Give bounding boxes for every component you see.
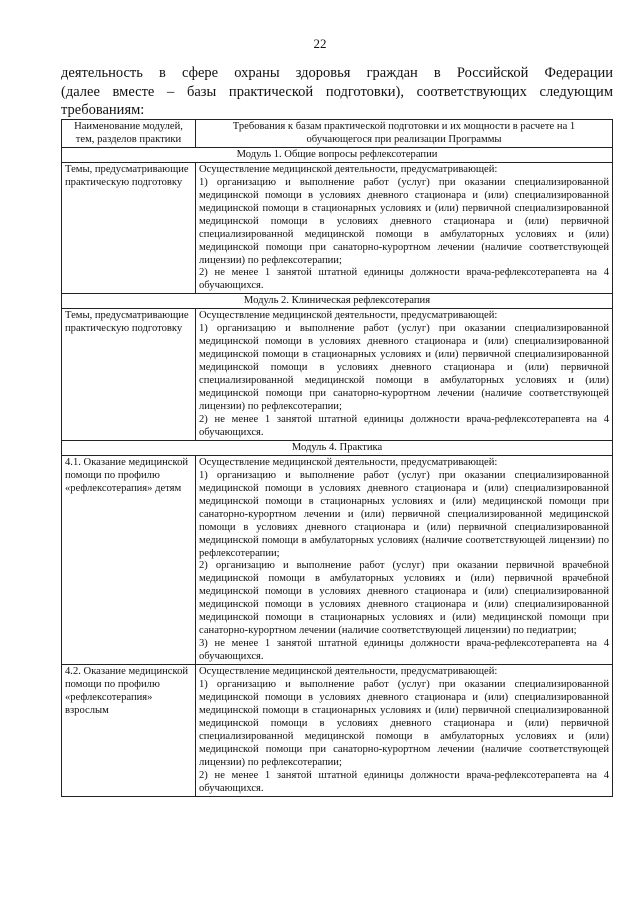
requirement-paragraph: 2) организацию и выполнение работ (услуг) при оказании первичной врачебной медицинской помощи в амбулаторных условиях и (или) первичной врачебной медицинской помощи в условиях дневного стационара и (или) специализированной медицинской помощи в условиях дневного стационара и (или) специализированной медицинской помощи в стационарных условиях и (или) медицинской помощи при санаторно-курортном лечении (наличие соответствующей лицензии) по педиатрии; [199, 560, 609, 637]
requirements-table [61, 119, 613, 797]
table-row [62, 309, 613, 441]
requirements-cell [196, 665, 613, 797]
requirement-paragraph: 2) не менее 1 занятой штатной единицы должности врача-рефлексотерапевта на 4 обучающихся. [199, 769, 609, 794]
requirement-paragraph: 2) не менее 1 занятой штатной единицы должности врача-рефлексотерапевта на 4 обучающихся. [199, 413, 609, 438]
topic-cell: 4.2. Оказание медицинской помощи по профилю «рефлексотерапия» взрослым [62, 665, 196, 797]
module-title: Модуль 2. Клиническая рефлексотерапия [62, 294, 613, 309]
requirement-paragraph: Осуществление медицинской деятельности, предусматривающей: [199, 310, 498, 322]
requirement-paragraph: Осуществление медицинской деятельности, предусматривающей: [199, 163, 498, 175]
requirement-paragraph: 2) не менее 1 занятой штатной единицы должности врача-рефлексотерапевта на 4 обучающихся. [199, 267, 609, 292]
table-row [62, 162, 613, 294]
topic-cell: 4.1. Оказание медицинской помощи по профилю «рефлексотерапия» детям [62, 455, 196, 664]
requirement-paragraph: Осуществление медицинской деятельности, предусматривающей: [199, 666, 498, 678]
requirement-paragraph: 1) организацию и выполнение работ (услуг) при оказании специализированной медицинской помощи в условиях дневного стационара и (или) специализированной медицинской помощи в стационарных условиях и (или) первичной специализированной медицинской помощи в условиях дневного стационара и (или) первичной специализированной медицинской помощи в амбулаторных условиях и (или) медицинской помощи при санаторно-курортном лечении (наличие соответствующей лицензии) по рефлексотерапии; [199, 176, 609, 266]
table-body [62, 147, 613, 796]
module-row [62, 147, 613, 162]
requirement-paragraph: 1) организацию и выполнение работ (услуг) при оказании специализированной медицинской помощи в условиях дневного стационара и (или) специализированной медицинской помощи в стационарных условиях и (или) первичной специализированной медицинской помощи в условиях дневного стационара и (или) первичной специализированной медицинской помощи в амбулаторных условиях и (или) медицинской помощи при санаторно-курортном лечении (наличие соответствующей лицензии) по рефлексотерапии; [199, 323, 609, 413]
table-row [62, 665, 613, 797]
requirement-paragraph: Осуществление медицинской деятельности, предусматривающей: [199, 456, 498, 468]
requirement-paragraph: 1) организацию и выполнение работ (услуг) при оказании специализированной медицинской помощи в условиях дневного стационара и (или) специализированной медицинской помощи в стационарных условиях и (или) первичной специализированной медицинской помощи в условиях дневного стационара и (или) первичной специализированной медицинской помощи в амбулаторных условиях и (или) медицинской помощи при санаторно-курортном лечении (наличие соответствующей лицензии) по рефлексотерапии; [199, 679, 609, 768]
table-header-row [62, 120, 613, 148]
topic-cell: Темы, предусматривающие практическую подготовку [62, 309, 196, 441]
page-number: 22 [313, 36, 327, 51]
requirements-cell [196, 455, 613, 664]
requirements-cell [196, 162, 613, 294]
header-requirements: Требования к базам практической подготовки и их мощности в расчете на 1 обучающегося при реализации Программы [196, 120, 613, 148]
intro-line-3: требованиям: [61, 102, 145, 118]
header-modules: Наименование модулей, тем, разделов практики [62, 120, 196, 148]
table-row [62, 455, 613, 664]
requirement-paragraph: 1) организацию и выполнение работ (услуг) при оказании специализированной медицинской помощи в условиях дневного стационара и (или) специализированной медицинской помощи в стационарных условиях и (или) медицинской помощи при санаторно-курортном лечении и (или) первичной специализированной медицинской помощи в условиях дневного стационара и (или) первичной специализированной медицинской помощи в амбулаторных условиях (наличие соответствующей лицензии) по рефлексотерапии; [199, 469, 609, 559]
intro-paragraph [61, 64, 613, 120]
topic-cell: Темы, предусматривающие практическую подготовку [62, 162, 196, 294]
module-row [62, 440, 613, 455]
module-title: Модуль 4. Практика [62, 440, 613, 455]
intro-line-1: деятельность в сфере охраны здоровья граждан в Российской Федерации [61, 65, 613, 81]
intro-line-2: (далее вместе – базы практической подготовки), соответствующих следующим [61, 83, 613, 100]
requirement-paragraph: 3) не менее 1 занятой штатной единицы должности врача-рефлексотерапевта на 4 обучающихся. [199, 638, 609, 663]
module-row [62, 294, 613, 309]
requirements-cell [196, 309, 613, 441]
module-title: Модуль 1. Общие вопросы рефлексотерапии [62, 147, 613, 162]
